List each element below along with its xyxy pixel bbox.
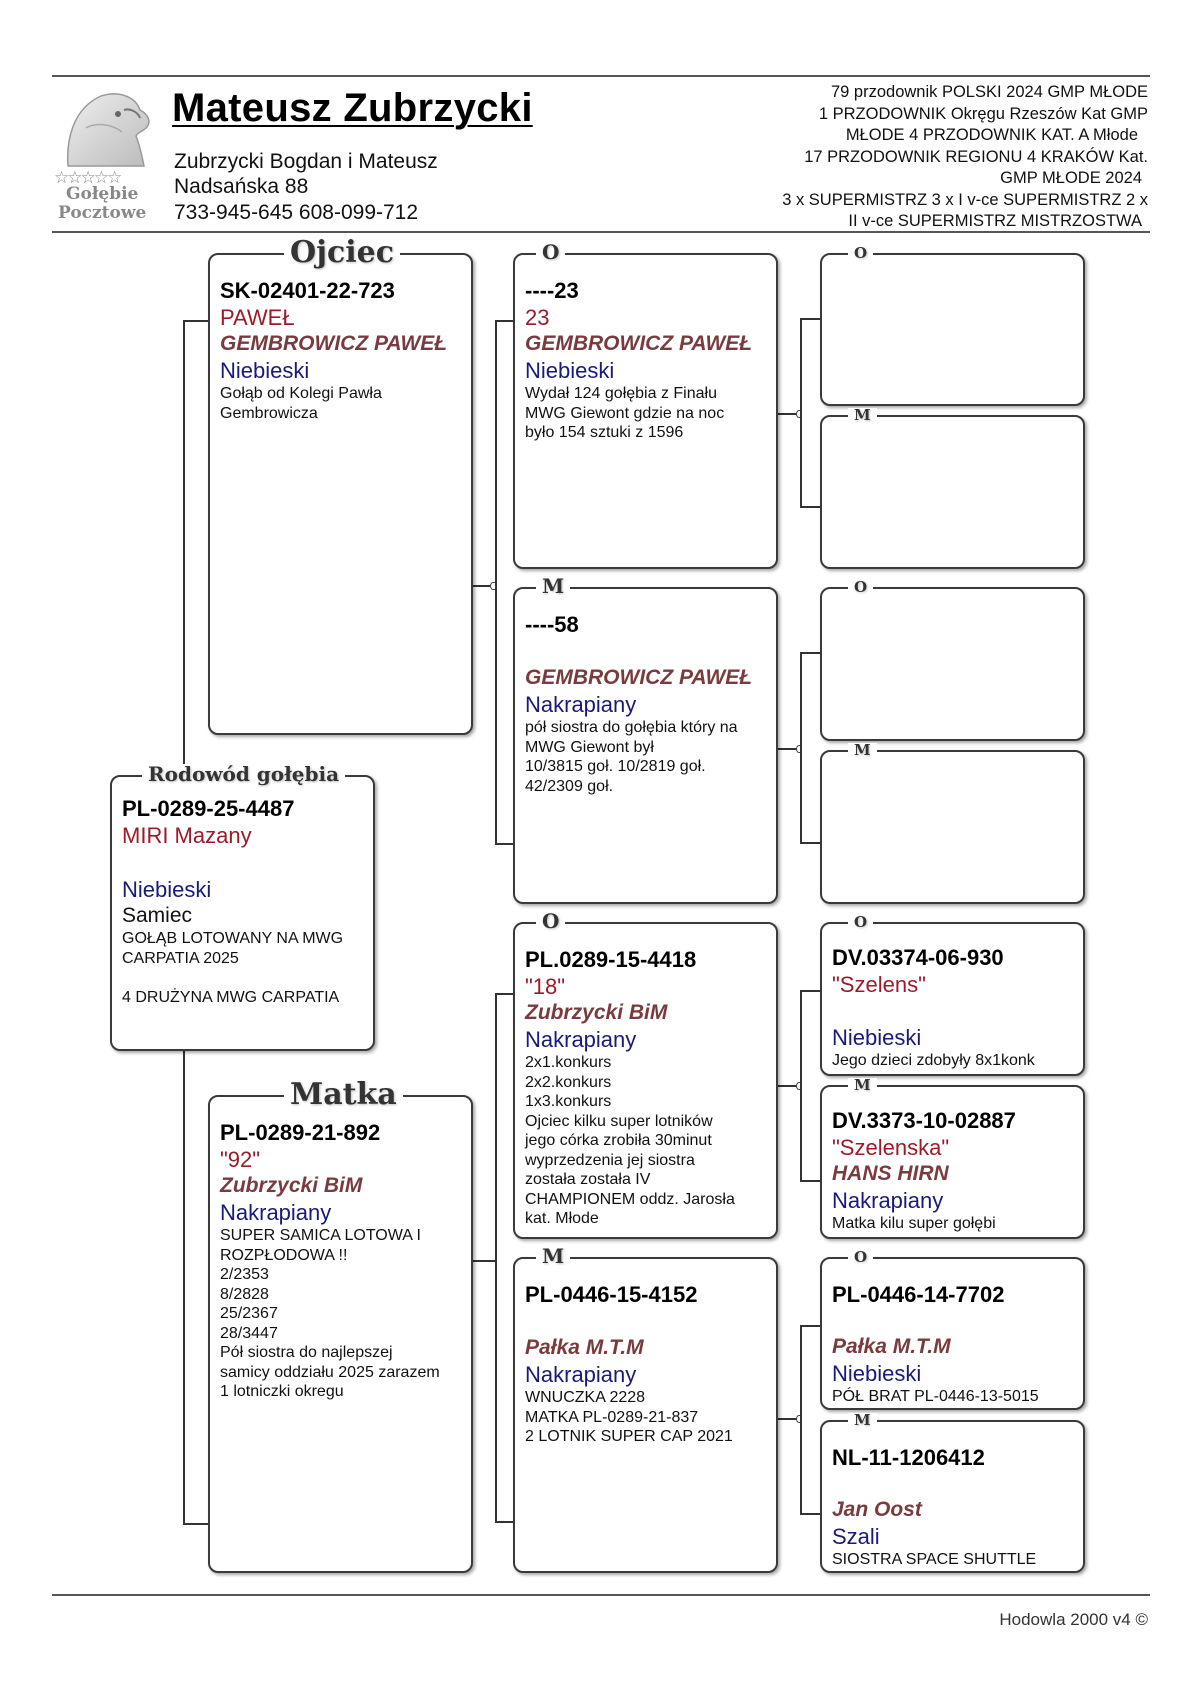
great-grandparent-legend-mmf: O <box>848 1250 873 1265</box>
connector-line <box>800 990 802 1182</box>
subject-legend: Rodowód gołębia <box>142 764 345 784</box>
great-grandparent-legend-mfm: M <box>848 1078 877 1093</box>
logo-text-line1: Gołębie <box>66 184 139 204</box>
great-grandparent-card-mmm[interactable] <box>820 1420 1085 1573</box>
grandparent-legend-mf: O <box>536 911 565 931</box>
grandparent-card-mf[interactable] <box>513 922 778 1239</box>
connector-line <box>800 652 802 844</box>
connector-line <box>183 1523 208 1525</box>
ring-number: PL-0446-14-7702 <box>832 1282 1005 1307</box>
pigeon-colour: Niebieski <box>525 358 615 383</box>
achievement-line: 3 x SUPERMISTRZ 3 x I v-ce SUPERMISTRZ 2 x <box>782 190 1148 209</box>
footer-rule <box>52 1594 1150 1596</box>
header-top-rule <box>52 75 1150 77</box>
ring-number: PL-0289-25-4487 <box>122 796 295 821</box>
great-grandparent-card-fmm[interactable] <box>820 750 1085 904</box>
connector-line <box>495 993 513 995</box>
connector-line <box>800 990 820 992</box>
great-grandparent-card-fmf[interactable] <box>820 587 1085 741</box>
connector-line <box>495 843 513 845</box>
logo-stars: ☆☆☆☆☆ <box>54 168 121 187</box>
great-grandparent-legend-mff: O <box>848 915 873 930</box>
pigeon-colour: Nakrapiany <box>525 1027 637 1052</box>
pigeon-notes: PÓŁ BRAT PL-0446-13-5015 <box>832 1388 1039 1405</box>
pigeon-notes: GOŁĄB LOTOWANY NA MWG CARPATIA 2025 4 DRUŻYNA MWG CARPATIA <box>122 930 344 1006</box>
grandparent-card-ff[interactable] <box>513 253 778 569</box>
achievement-line: MŁODE 4 PRZODOWNIK KAT. A Młode <box>845 126 1138 144</box>
pigeon-name: MIRI Mazany <box>122 823 252 848</box>
pigeon-notes: Wydał 124 gołębia z Finału MWG Giewont gdzie na noc było 154 sztuki z 1596 <box>525 385 725 441</box>
footer-text: Hodowla 2000 v4 © <box>999 1610 1148 1629</box>
pigeon-name: "Szelenska" <box>832 1135 950 1160</box>
mother-card[interactable] <box>208 1095 473 1573</box>
connector-line <box>470 1260 495 1262</box>
pigeon-name: "92" <box>220 1147 261 1172</box>
pigeon-breeder: Jan Oost <box>832 1498 922 1521</box>
connector-line <box>800 842 820 844</box>
spacer <box>832 1471 1075 1497</box>
ring-number: ----58 <box>525 612 579 637</box>
phone-numbers: 733-945-645 608-099-712 <box>174 201 419 224</box>
logo <box>52 88 157 223</box>
great-grandparent-card-mfm[interactable] <box>820 1085 1085 1239</box>
pigeon-breeder: Pałka M.T.M <box>525 1336 644 1359</box>
connector-line <box>800 506 820 508</box>
connector-line <box>800 318 820 320</box>
ring-number: PL.0289-15-4418 <box>525 947 697 972</box>
great-grandparent-legend-fff: O <box>848 246 873 261</box>
pigeon-notes: 2x1.konkurs 2x2.konkurs 1x3.konkurs Ojciec kilku super lotników jego córka zrobiła 30minut wyprzedzenia jej siostra została została IV CHAMPIONEM oddz. Jarosła kat. Młode <box>525 1054 735 1227</box>
grandparent-card-mm[interactable] <box>513 1257 778 1573</box>
connector-line <box>183 1050 185 1525</box>
address-line: Nadsańska 88 <box>174 175 309 198</box>
connector-line <box>800 652 820 654</box>
pigeon-notes: WNUCZKA 2228 MATKA PL-0289-21-837 2 LOTNIK SUPER CAP 2021 <box>525 1389 733 1445</box>
achievements <box>688 82 1148 233</box>
great-grandparent-legend-ffm: M <box>848 408 877 423</box>
connector-line <box>183 320 185 775</box>
ring-number: ----23 <box>525 278 579 303</box>
pigeon-colour: Nakrapiany <box>525 1362 637 1387</box>
connector-line <box>495 993 497 1523</box>
connector-line <box>495 320 513 322</box>
owner-name: Mateusz Zubrzycki <box>172 86 533 130</box>
great-grandparent-card-mff[interactable] <box>820 922 1085 1076</box>
great-grandparent-legend-mmm: M <box>848 1413 877 1428</box>
spacer <box>525 638 768 665</box>
spacer <box>525 1308 768 1335</box>
pigeon-colour: Nakrapiany <box>832 1188 944 1213</box>
pigeon-notes: Gołąb od Kolegi Pawła Gembrowicza <box>220 385 382 422</box>
pigeon-notes: SIOSTRA SPACE SHUTTLE <box>832 1551 1037 1568</box>
pigeon-colour: Szali <box>832 1524 880 1549</box>
subject-card[interactable] <box>110 775 375 1051</box>
pigeon-notes: pół siostra do gołębia który na MWG Giewont był 10/3815 goł. 10/2819 goł. 42/2309 goł. <box>525 719 738 795</box>
pigeon-notes: Matka kilu super gołębi <box>832 1215 996 1232</box>
connector-line <box>800 1325 802 1515</box>
pigeon-breeder: Pałka M.T.M <box>832 1335 951 1358</box>
spacer <box>832 998 1075 1024</box>
pigeon-breeder: GEMBROWICZ PAWEŁ <box>220 332 448 355</box>
mother-legend: Matka <box>284 1080 403 1110</box>
pigeon-notes: SUPER SAMICA LOTOWA I ROZPŁODOWA !! 2/2353 8/2828 25/2367 28/3447 Pół siostra do najlepszej samicy oddziału 2025 zarazem 1 lotniczki okregu <box>220 1227 440 1400</box>
pigeon-name: 23 <box>525 305 550 330</box>
ring-number: DV.3373-10-02887 <box>832 1108 1016 1133</box>
connector-line <box>800 1325 820 1327</box>
pigeon-breeder: Zubrzycki BiM <box>220 1174 363 1197</box>
logo-text-line2: Pocztowe <box>58 203 147 223</box>
great-grandparent-legend-fmm: M <box>848 743 877 758</box>
ring-number: NL-11-1206412 <box>832 1445 985 1470</box>
father-card[interactable] <box>208 253 473 735</box>
pigeon-sex: Samiec <box>122 904 193 927</box>
pigeon-colour: Niebieski <box>832 1025 922 1050</box>
father-legend: Ojciec <box>284 238 400 268</box>
achievement-line: 17 PRZODOWNIK REGIONU 4 KRAKÓW Kat. <box>804 147 1148 166</box>
achievement-line: GMP MŁODE 2024 <box>1000 169 1142 187</box>
ring-number: PL-0289-21-892 <box>220 1120 381 1145</box>
grandparent-legend-mm: M <box>536 1246 570 1266</box>
great-grandparent-legend-fmf: O <box>848 580 873 595</box>
achievement-line: 79 przodownik POLSKI 2024 GMP MŁODE <box>830 83 1148 101</box>
connector-line <box>495 1521 513 1523</box>
connector-line <box>183 320 208 322</box>
great-grandparent-card-ffm[interactable] <box>820 415 1085 569</box>
grandparent-legend-fm: M <box>536 576 570 596</box>
grandparent-card-fm[interactable] <box>513 587 778 904</box>
pigeon-name: PAWEŁ <box>220 305 295 330</box>
ring-number: DV.03374-06-930 <box>832 945 1004 970</box>
spacer <box>832 1308 1075 1334</box>
pigeon-notes: Jego dzieci zdobyły 8x1konk <box>832 1052 1035 1069</box>
achievement-line: 1 PRZODOWNIK Okręgu Rzeszów Kat GMP <box>818 104 1148 123</box>
pigeon-breeder: HANS HIRN <box>832 1162 949 1185</box>
connector-line <box>800 1513 820 1515</box>
grandparent-legend-ff: O <box>536 242 565 262</box>
pigeon-breeder: Zubrzycki BiM <box>525 1001 668 1024</box>
pigeon-breeder: GEMBROWICZ PAWEŁ <box>525 332 753 355</box>
ring-number: SK-02401-22-723 <box>220 278 395 303</box>
pigeon-colour: Niebieski <box>220 358 310 383</box>
spacer <box>122 849 365 876</box>
connector-line <box>800 318 802 508</box>
great-grandparent-card-fff[interactable] <box>820 253 1085 406</box>
great-grandparent-card-mmf[interactable] <box>820 1257 1085 1410</box>
ring-number: PL-0446-15-4152 <box>525 1282 698 1307</box>
address-line: Zubrzycki Bogdan i Mateusz <box>174 150 438 173</box>
connector-line <box>495 320 497 845</box>
achievement-line: II v-ce SUPERMISTRZ MISTRZOSTWA <box>848 212 1142 230</box>
pigeon-colour: Nakrapiany <box>525 692 637 717</box>
pigeon-colour: Niebieski <box>122 877 212 902</box>
pigeon-colour: Nakrapiany <box>220 1200 332 1225</box>
pigeon-name: "Szelens" <box>832 972 926 997</box>
pigeon-breeder: GEMBROWICZ PAWEŁ <box>525 666 753 689</box>
connector-line <box>800 1180 820 1182</box>
pigeon-name: "18" <box>525 974 566 999</box>
pigeon-head-icon <box>56 88 161 168</box>
pigeon-colour: Niebieski <box>832 1361 922 1386</box>
